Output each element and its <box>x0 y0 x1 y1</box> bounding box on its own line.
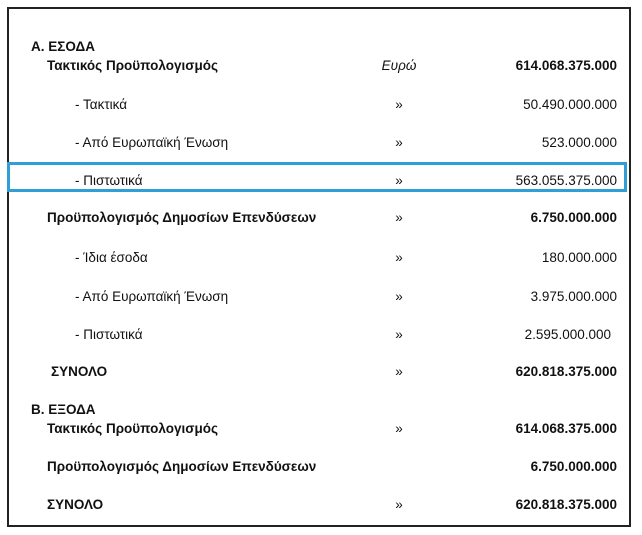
row-currency: » <box>395 250 403 265</box>
row-currency: » <box>395 421 403 436</box>
row-label: ΣΥΝΟΛΟ <box>47 497 104 512</box>
row-label: - Ίδια έσοδα <box>75 250 148 265</box>
row-label: Τακτικός Προϋπολογισμός <box>47 58 218 73</box>
row-currency: » <box>395 173 403 188</box>
row-amount: 6.750.000.000 <box>530 459 617 474</box>
row-amount: 614.068.375.000 <box>515 421 617 436</box>
row-currency: » <box>395 327 403 342</box>
table-row <box>9 456 629 478</box>
row-amount: 614.068.375.000 <box>515 58 617 73</box>
table-row <box>9 494 629 516</box>
table-row <box>9 207 629 229</box>
row-amount: 2.595.000.000 <box>524 327 611 342</box>
highlight-box <box>7 162 627 192</box>
row-amount: 563.055.375.000 <box>515 173 617 188</box>
currency-label: Ευρώ <box>381 58 417 73</box>
row-label: Προϋπολογισμός Δημοσίων Επενδύσεων <box>47 210 317 225</box>
row-currency: » <box>395 210 403 225</box>
table-row <box>9 132 629 154</box>
row-label: - Από Ευρωπαϊκή Ένωση <box>75 135 229 150</box>
row-amount: 620.818.375.000 <box>515 364 617 379</box>
section-a-title: A. ΕΣΟΔΑ <box>31 39 95 54</box>
section-b-title: B. ΕΞΟΔΑ <box>31 402 96 417</box>
row-currency: » <box>395 497 403 512</box>
table-row <box>9 286 629 308</box>
row-amount: 523.000.000 <box>541 135 617 150</box>
row-label: ΣΥΝΟΛΟ <box>51 364 108 379</box>
table-row <box>9 418 629 440</box>
row-amount: 620.818.375.000 <box>515 497 617 512</box>
row-label: Προϋπολογισμός Δημοσίων Επενδύσεων <box>47 459 317 474</box>
document-frame <box>7 7 631 527</box>
row-amount: 180.000.000 <box>541 250 617 265</box>
table-row <box>9 94 629 116</box>
row-amount: 50.490.000.000 <box>523 97 617 112</box>
row-currency: » <box>395 364 403 379</box>
row-label: - Πιστωτικά <box>75 327 143 342</box>
row-currency: » <box>395 97 403 112</box>
row-currency: » <box>395 289 403 304</box>
table-row <box>9 324 629 346</box>
row-amount: 6.750.000.000 <box>530 210 617 225</box>
table-row <box>9 247 629 269</box>
table-row <box>9 55 629 77</box>
row-label: Τακτικός Προϋπολογισμός <box>47 421 218 436</box>
row-label: - Τακτικά <box>75 97 128 112</box>
row-amount: 3.975.000.000 <box>530 289 617 304</box>
row-label: - Από Ευρωπαϊκή Ένωση <box>75 289 229 304</box>
row-label: - Πιστωτικά <box>75 173 143 188</box>
table-row <box>9 361 629 383</box>
row-currency: » <box>395 135 403 150</box>
